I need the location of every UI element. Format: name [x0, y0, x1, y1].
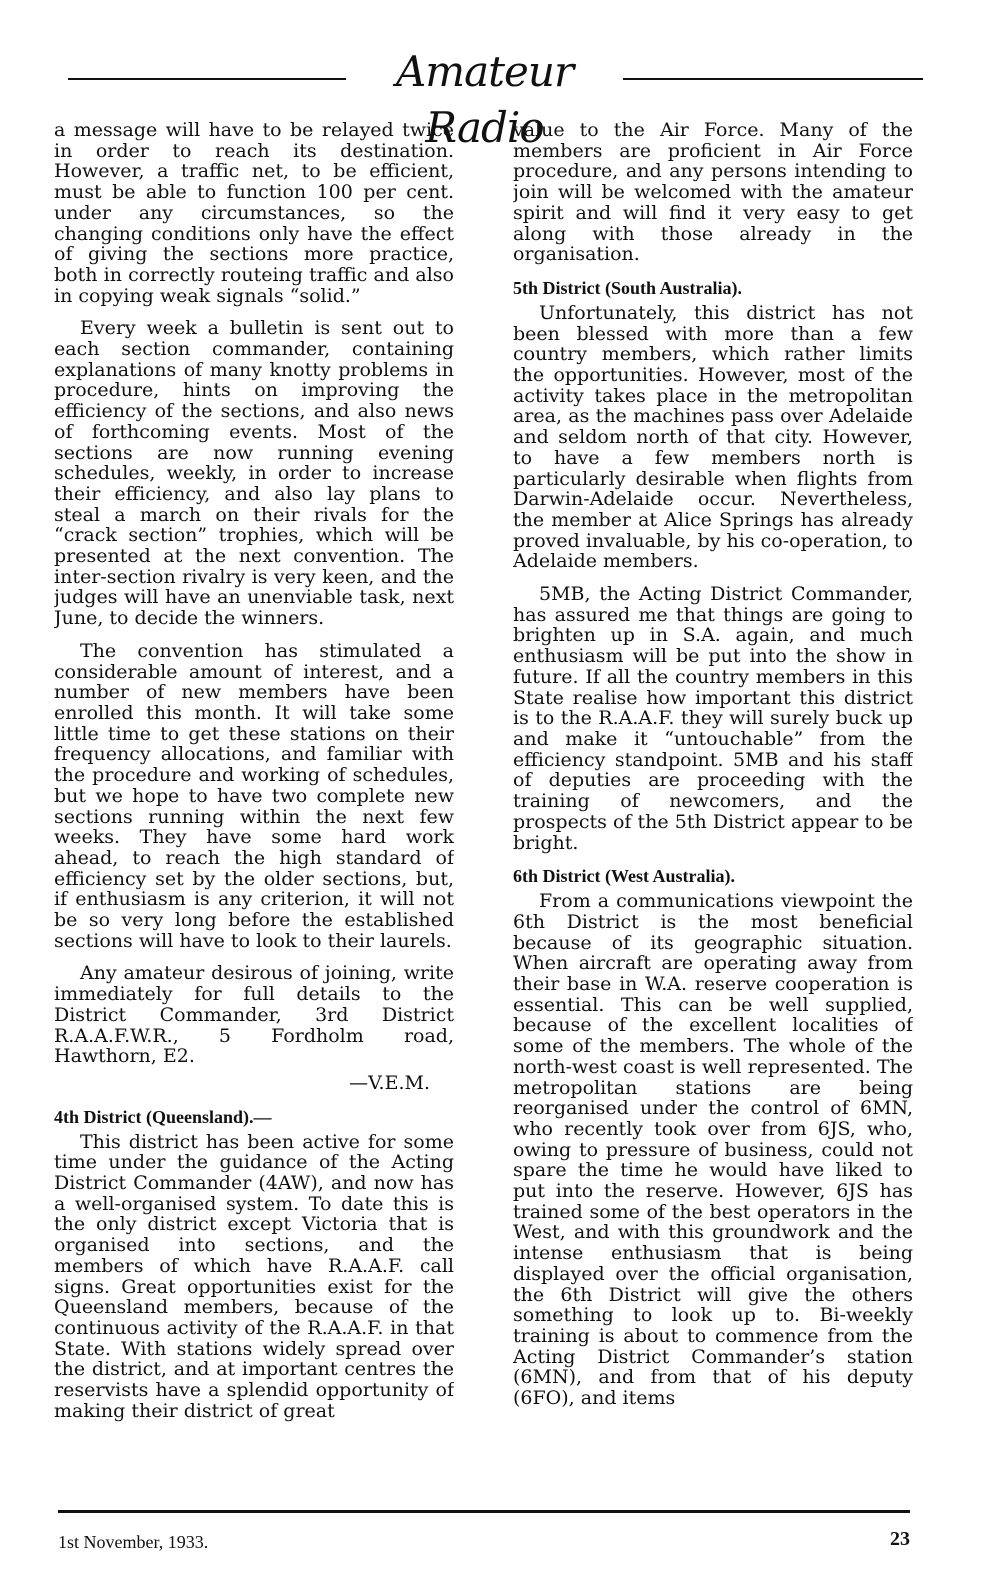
masthead-rule-right — [623, 78, 923, 80]
paragraph: The convention has stimulated a considerable amount of interest, and a number of new members have been enrolled this month. It will take some little time to get these stations on their frequency allocations, and familiar with the procedure and working of schedules, but we hope to have two complete new sections running within the next few weeks. They have some hard work ahead, to reach the high standard of efficiency set by the older sections, but, if enthusiasm is any criterion, it will not be so very long before the established sections will have to look to their laurels. — [54, 639, 454, 952]
paragraph: value to the Air Force. Many of the members are proficient in Air Force procedure, and any persons intending to join will be welcomed with the amateur spirit and will find it very easy to get along with those already in the organisation. — [513, 120, 913, 266]
section-heading-4th-district: 4th District (Queensland).— — [54, 1106, 272, 1127]
masthead-rule-left — [68, 78, 346, 80]
footer-rule — [58, 1510, 910, 1513]
paragraph: From a communications viewpoint the 6th District is the most beneficial because of its geographic situation. When aircraft are operating away from their base in W.A. reserve cooperation is essential. This can be well supplied, because of the excellent localities of some of the members. The whole of the north-west coast is well represented. The metropolitan stations are being reorganised under the control of 6MN, who recently took over from 6JS, who, owing to pressure of business, could not spare the time he would have liked to put into the reserve. However, 6JS has trained some of the best operators in the West, and with this groundwork and the intense enthusiasm that is being displayed over the official organisation, the 6th District will give the others something to look up to. Bi-weekly training is about to commence from the Acting District Commander’s station (6MN), and from that of his deputy (6FO), and items — [513, 890, 913, 1410]
page-number: 23 — [890, 1528, 910, 1550]
paragraph: 5MB, the Acting District Commander, has assured me that things are going to brighten up in S.A. again, and much enthusiasm will be put into the show in future. If all the country members in this State realise how important this district is to the R.A.A.F. they will surely buck up and make it “untouchable” from the efficiency standpoint. 5MB and his staff of deputies are proceeding with the training of newcomers, and the prospects of the 5th District appear to be bright. — [513, 583, 913, 854]
section-heading-6th-district: 6th District (West Australia). — [513, 866, 735, 887]
masthead-title: Amateur Radio — [395, 47, 574, 152]
right-column — [513, 120, 913, 1490]
paragraph: Unfortunately, this district has not been blessed with more than a few country members, which rather limits the opportunities. However, most of the activity takes place in the metropolitan area, as the machines pass over Adelaide and seldom north of that city. However, to have a few members north is particularly desirable when flights from Darwin-Adelaide occur. Nevertheless, the member at Alice Springs has already proved invaluable, by his co-operation, to Adelaide members. — [513, 301, 913, 573]
paragraph: This district has been active for some time under the guidance of the Acting District Commander (4AW), and now has a well-organised system. To date this is the only district except Victoria that is organised into sections, and the members of which have R.A.A.F. call signs. Great opportunities exist for the Queensland members, because of the continuous activity of the R.A.A.F. in that State. With stations widely spread over the district, and at important centres the reservists have a splendid opportunity of making their district of great — [54, 1130, 454, 1422]
paragraph: a message will have to be relayed twice in order to reach its destination. However, a traffic net, to be efficient, must be able to function 100 per cent. under any circumstances, so the changing conditions only have the effect of giving the sections more practice, both in correctly routeing traffic and also in copying weak signals “solid.” — [54, 120, 454, 307]
left-column — [54, 120, 454, 1490]
issue-date: 1st November, 1933. — [58, 1532, 209, 1552]
paragraph: Any amateur desirous of joining, write immediately for full details to the District Commander, 3rd District R.A.A.F.W.R., 5 Fordholm road, Hawthorn, E2. — [54, 962, 454, 1068]
paragraph: Every week a bulletin is sent out to each section commander, containing explanations of many knotty problems in procedure, hints on improving the efficiency of the sections, and also news of forthcoming events. Most of the sections are now running evening schedules, weekly, in order to increase their efficiency, and also lay plans to steal a march on their rivals for the “crack section” trophies, which will be presented at the next convention. The inter-section rivalry is very keen, and the judges will have an unenviable task, next June, to decide the winners. — [54, 317, 454, 630]
masthead — [58, 44, 943, 152]
section-heading-5th-district: 5th District (South Australia). — [513, 277, 742, 298]
author-signature: —V.E.M. — [349, 1071, 430, 1094]
